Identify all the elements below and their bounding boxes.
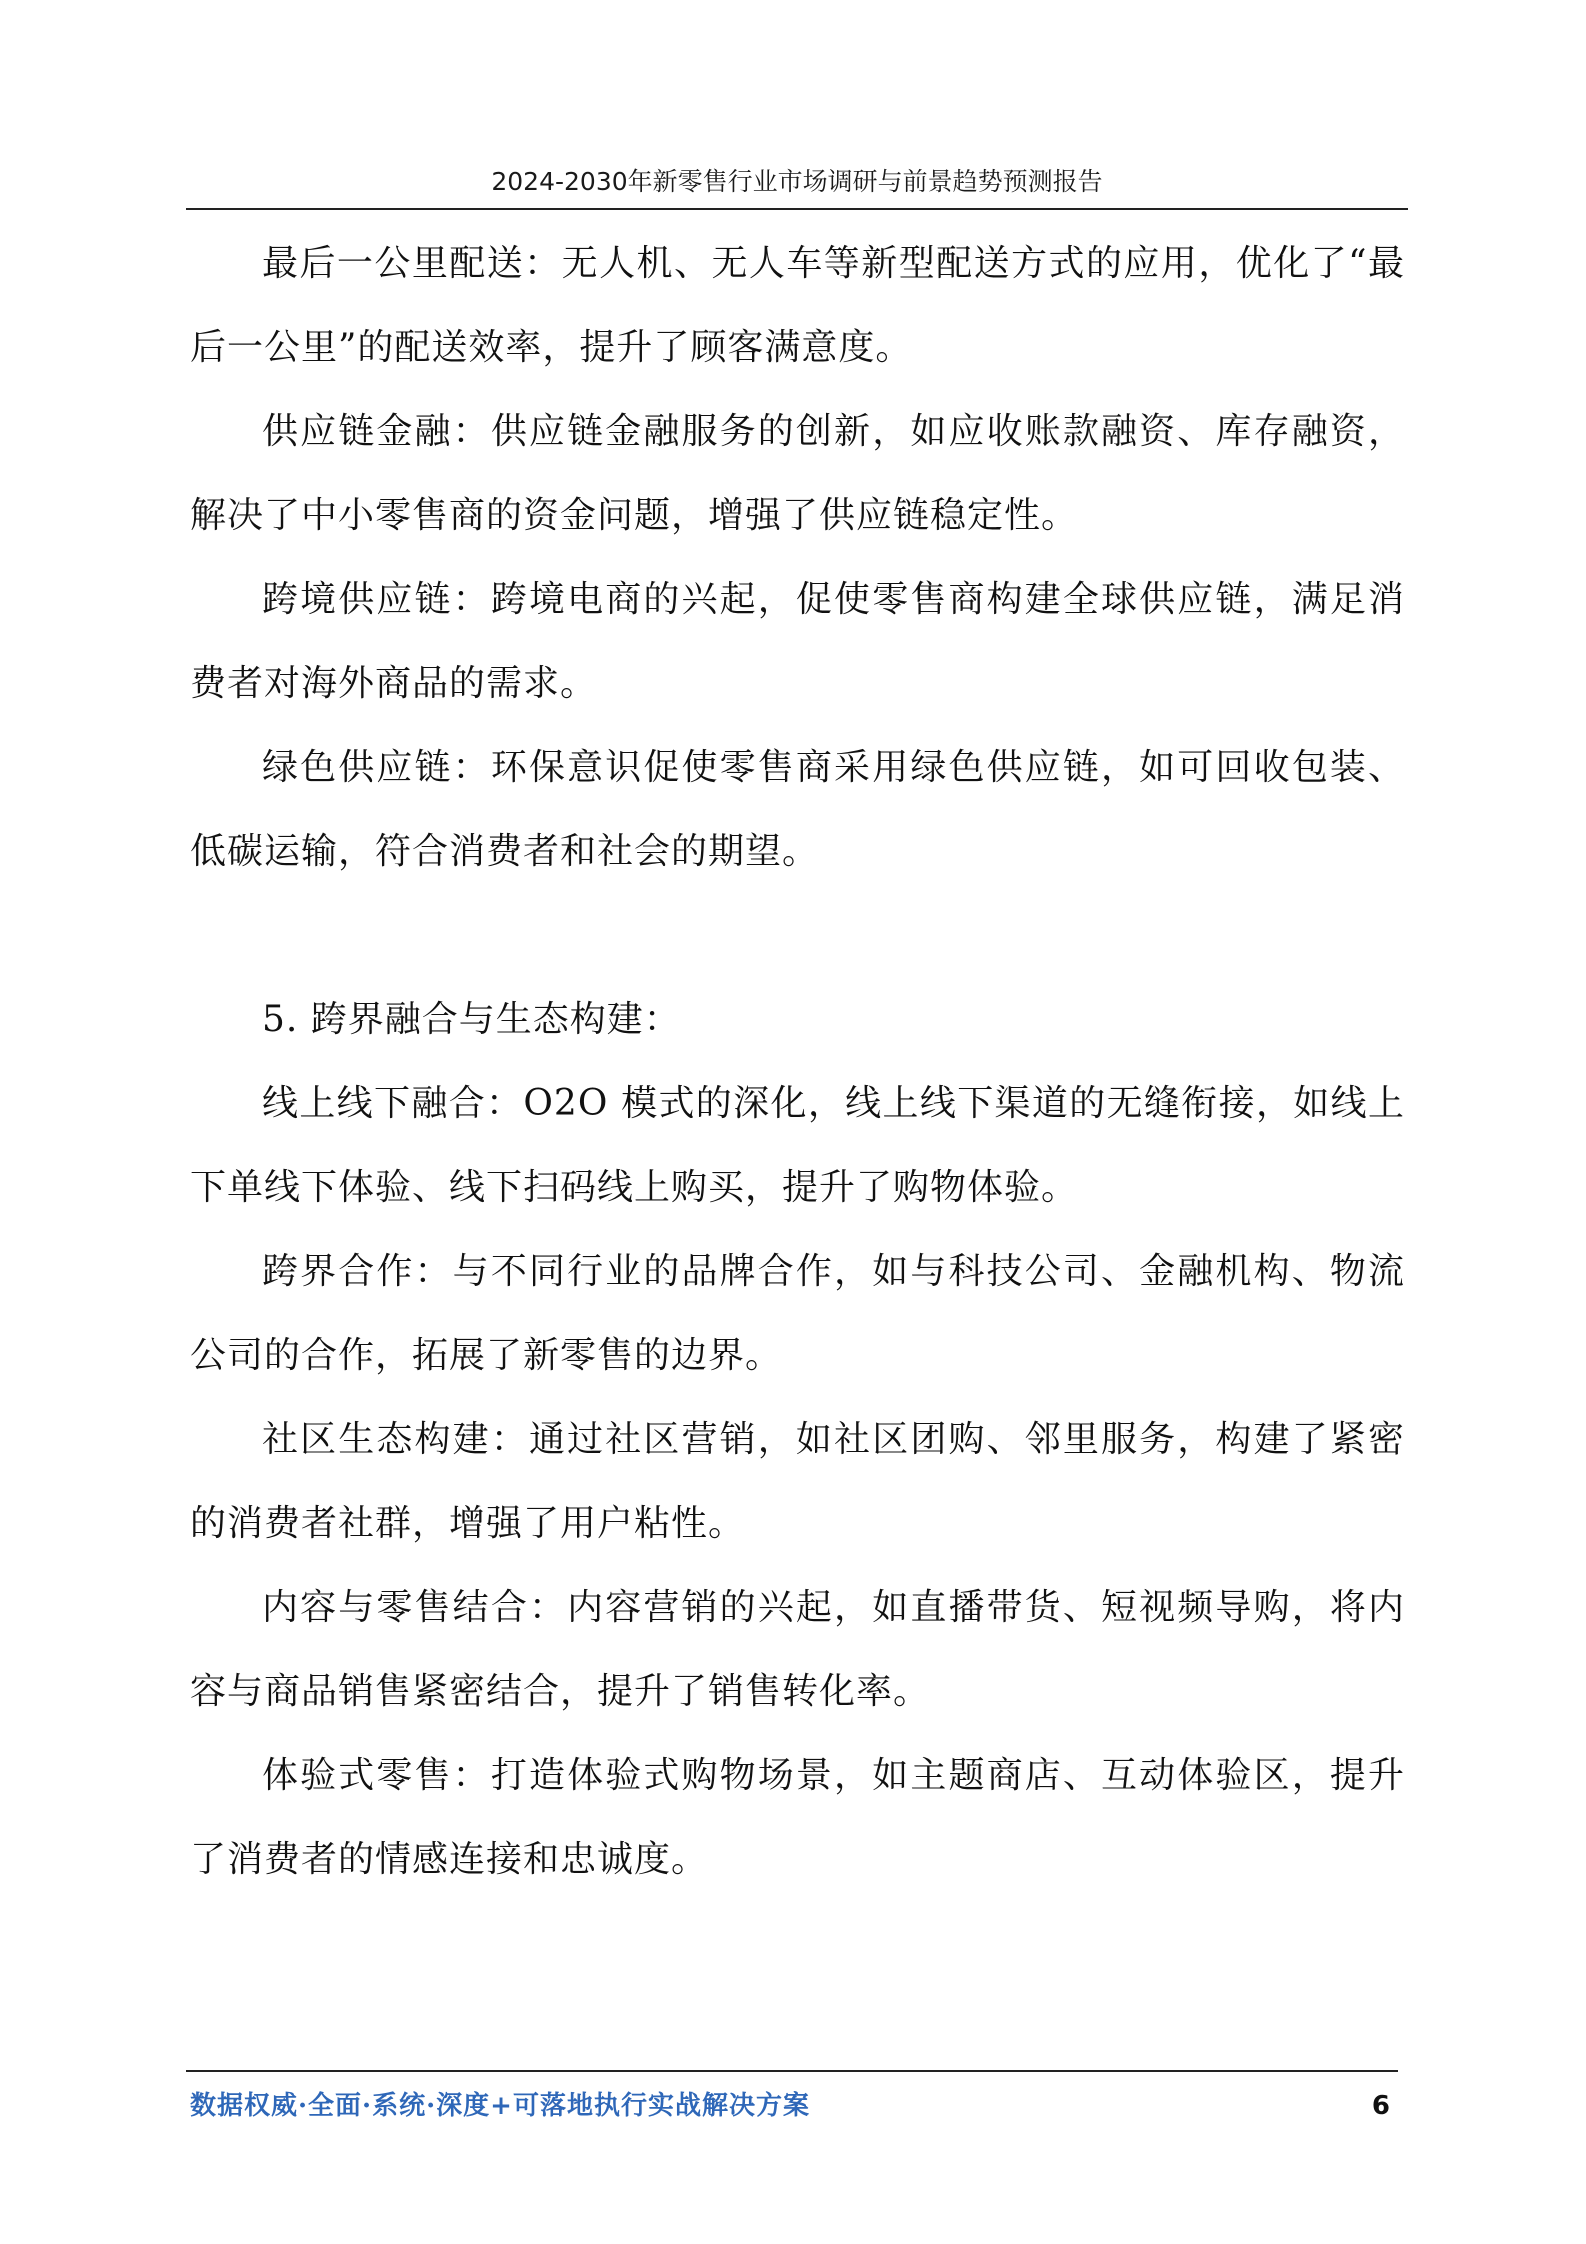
paragraph-experiential-retail: 体验式零售：打造体验式购物场景，如主题商店、互动体验区，提升了消费者的情感连接和忠诚度。 [190, 1755, 1405, 1880]
paragraph-supply-chain-finance: 供应链金融：供应链金融服务的创新，如应收账款融资、库存融资，解决了中小零售商的资金问题，增强了供应链稳定性。 [190, 411, 1405, 536]
paragraph-content-retail: 内容与零售结合：内容营销的兴起，如直播带货、短视频导购，将内容与商品销售紧密结合，提升了销售转化率。 [190, 1587, 1405, 1712]
page-number: 6 [1371, 2091, 1390, 2121]
section-heading: 5. 跨界融合与生态构建： [262, 999, 681, 1040]
footer-slogan: 数据权威·全面·系统·深度+可落地执行实战解决方案 [190, 2091, 810, 2121]
footer-divider [186, 2070, 1398, 2072]
paragraph-cross-border-supply-chain: 跨境供应链：跨境电商的兴起，促使零售商构建全球供应链，满足消费者对海外商品的需求。 [190, 579, 1405, 704]
header-divider [186, 208, 1408, 210]
paragraph-online-offline-integration: 线上线下融合：O2O 模式的深化，线上线下渠道的无缝衔接，如线上下单线下体验、线下扫码线上购买，提升了购物体验。 [190, 1083, 1405, 1208]
paragraph-community-ecosystem: 社区生态构建：通过社区营销，如社区团购、邻里服务，构建了紧密的消费者社群，增强了用户粘性。 [190, 1419, 1405, 1544]
paragraph-last-mile-delivery: 最后一公里配送：无人机、无人车等新型配送方式的应用，优化了“最后一公里”的配送效率，提升了顾客满意度。 [190, 243, 1405, 368]
paragraph-cross-industry-cooperation: 跨界合作：与不同行业的品牌合作，如与科技公司、金融机构、物流公司的合作，拓展了新零售的边界。 [190, 1251, 1405, 1376]
page-header-title: 2024-2030年新零售行业市场调研与前景趋势预测报告 [491, 167, 1103, 196]
document-body [190, 222, 1405, 1902]
paragraph-green-supply-chain: 绿色供应链：环保意识促使零售商采用绿色供应链，如可回收包装、低碳运输，符合消费者和社会的期望。 [190, 747, 1405, 872]
